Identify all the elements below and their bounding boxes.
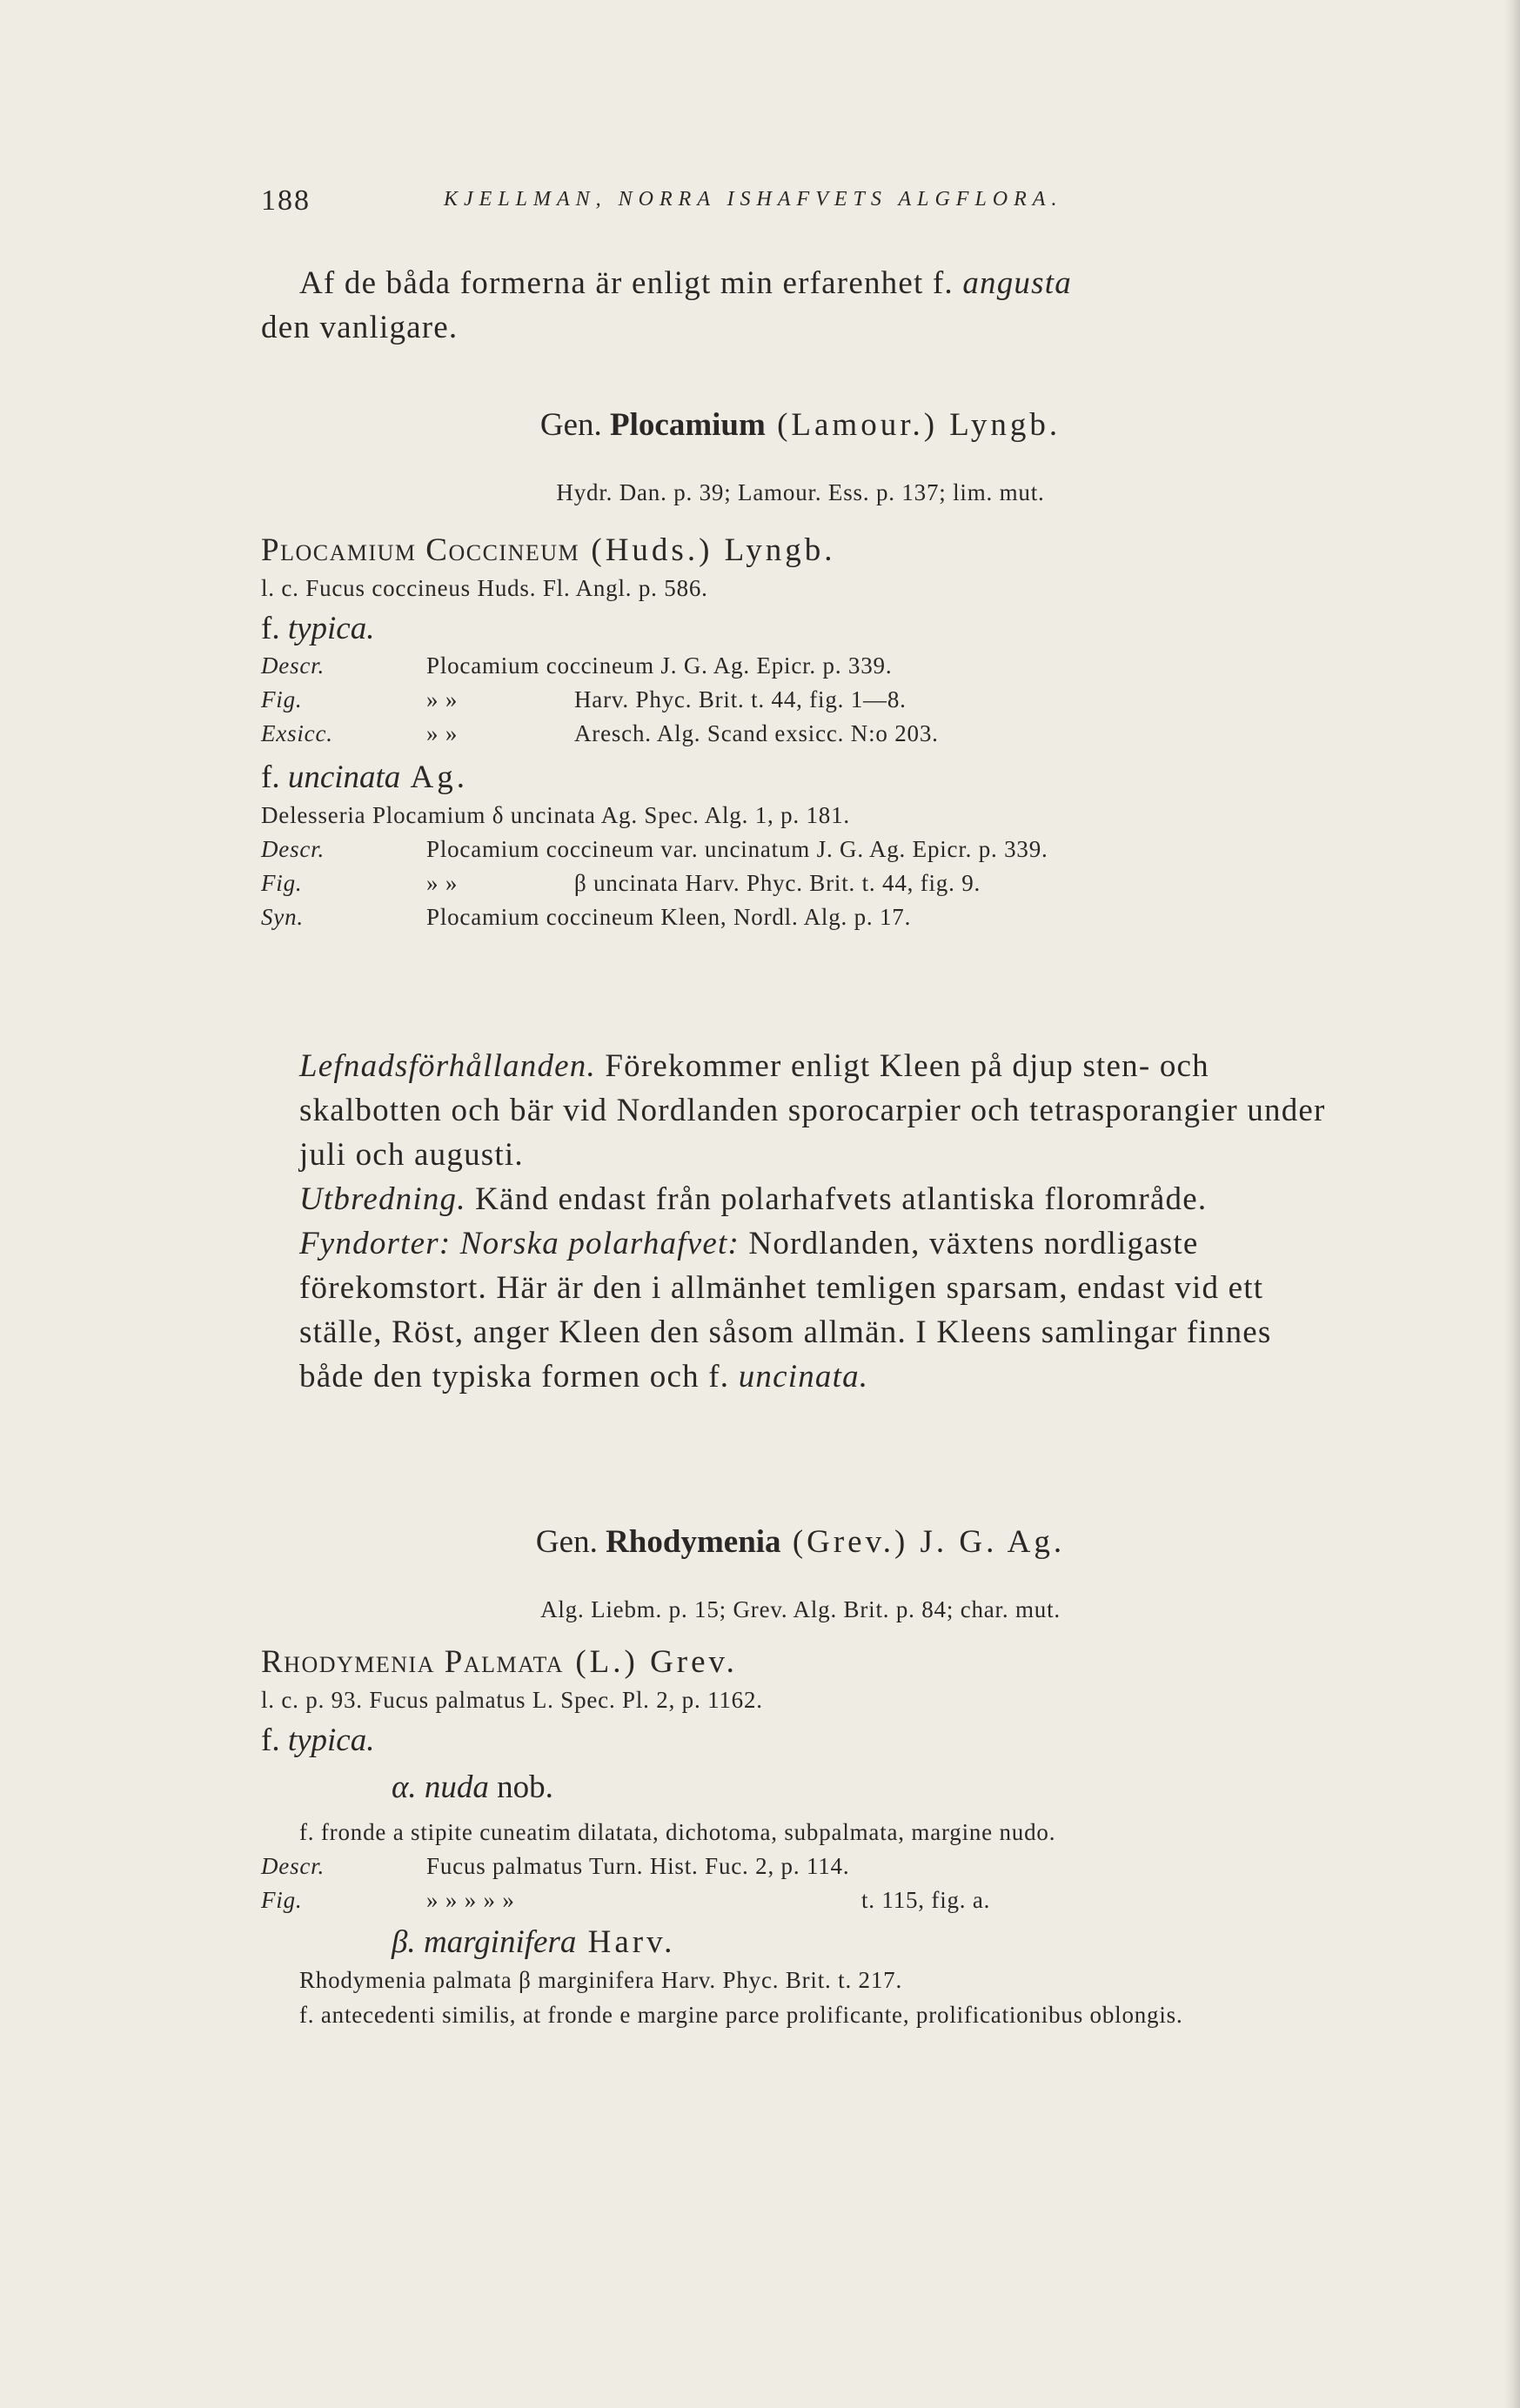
citation-row: Fig. » » β uncinata Harv. Phyc. Brit. t. 44, fig. 9. — [261, 870, 981, 896]
intro-paragraph: Af de båda formerna är enligt min erfarenhet f. angusta den vanligare. — [261, 261, 1340, 350]
running-header — [261, 184, 1207, 219]
genus-reference-plocamium: Hydr. Dan. p. 39; Lamour. Ess. p. 137; lim. mut. — [556, 479, 1045, 505]
beta-synonym: Rhodymenia palmata β marginifera Harv. Phyc. Brit. t. 217. — [299, 1967, 902, 1993]
distribution-paragraph: Utbredning. Känd endast från polarhafvets atlantiska florområde. — [299, 1181, 1208, 1217]
species-reference: l. c. Fucus coccineus Huds. Fl. Angl. p. 586. — [261, 575, 708, 601]
genus-heading-plocamium: Gen. Plocamium (Lamour.) Lyngb. — [539, 407, 1061, 443]
typica-citations — [261, 649, 1340, 751]
species-plocamium-coccineum: Plocamium Coccineum (Huds.) Lyngb. l. c. Fucus coccineus Huds. Fl. Angl. p. 586. f. typica. Descr. Plocamium coccineum J. G. Ag. Epicr. p. 339. Fig. » » Harv. Phyc. Brit. t. 44, fig. 1—8. Exsicc. » » Aresch. Alg. Scand exsicc. N:o 203. f. uncinata Ag. Delesseria Plocamium δ uncinata Ag. Spec. Alg. 1, p. 181. Descr. Plocamium coccineum var. uncinatum J. G. Ag. Epicr. p. 339. Fig. » » β uncinata Harv. Phyc. Brit. t. 44, fig. 9. Syn. Plocamium coccineum Kleen, Nordl. Alg. p. 17. — [261, 531, 1340, 934]
running-title: KJELLMAN, NORRA ISHAFVETS ALGFLORA. — [444, 188, 1063, 211]
intro-line2: den vanligare. — [261, 310, 459, 345]
citation-row: Syn. Plocamium coccineum Kleen, Nordl. Alg. p. 17. — [261, 904, 912, 930]
uncinata-synonym: Delesseria Plocamium δ uncinata Ag. Spec. Alg. 1, p. 181. — [261, 802, 850, 828]
alpha-description: f. fronde a stipite cuneatim dilatata, dichotoma, subpalmata, margine nudo. — [299, 1819, 1056, 1845]
citation-row: Exsicc. » » Aresch. Alg. Scand exsicc. N:o 203. — [261, 720, 939, 746]
page-number: 188 — [261, 184, 311, 217]
genus-heading-rhodymenia: Gen. Rhodymenia (Grev.) J. G. Ag. — [535, 1524, 1066, 1560]
citation-row: Descr. Plocamium coccineum var. uncinatum J. G. Ag. Epicr. p. 339. — [261, 836, 1048, 862]
citation-row: Fig. » » Harv. Phyc. Brit. t. 44, fig. 1—8. — [261, 686, 907, 712]
plocamium-notes — [261, 1044, 1340, 1399]
genus-reference-rhodymenia: Alg. Liebm. p. 15; Grev. Alg. Brit. p. 84; char. mut. — [540, 1596, 1061, 1622]
variety-beta: β. marginifera Harv. — [392, 1924, 676, 1960]
habitat-paragraph: Lefnadsförhållanden. Förekommer enligt Kleen på djup sten- och skalbotten och bär vid Nordlanden sporocarpier och tetrasporangier under juli och augusti. — [299, 1048, 1326, 1173]
citation-row: Descr. Fucus palmatus Turn. Hist. Fuc. 2, p. 114. — [261, 1853, 850, 1879]
localities-paragraph: Fyndorter: Norska polarhafvet: Nordlanden, växtens nordligaste förekomstort. Här är den i allmänhet temligen sparsam, endast vid ett ställe, Röst, anger Kleen den såsom allmän. I Kleens samlingar finnes både den typiska formen och f. uncinata. — [299, 1226, 1272, 1395]
citation-row: Fig. » » » » » t. 115, fig. a. — [261, 1887, 991, 1913]
uncinata-citations — [261, 833, 1340, 934]
page-edge-shadow — [1504, 0, 1520, 2408]
species-rhodymenia-palmata: Rhodymenia Palmata (L.) Grev. l. c. p. 93. Fucus palmatus L. Spec. Pl. 2, p. 1162. f. typica. α. nuda nob. f. fronde a stipite cuneatim dilatata, dichotoma, subpalmata, margine nudo. Descr. Fucus palmatus Turn. Hist. Fuc. 2, p. 114. Fig. » » » » » t. 115, fig. a. β. marginifera Harv. Rhodymenia palmata β marginifera Harv. Phyc. Brit. t. 217. f. antecedenti similis, at fronde e margine parce prolificante, prolificationibus oblongis. — [261, 1642, 1340, 2032]
citation-row: Descr. Plocamium coccineum J. G. Ag. Epicr. p. 339. — [261, 652, 893, 679]
variety-alpha: α. nuda nob. — [392, 1769, 553, 1805]
alpha-citations — [261, 1849, 1340, 1917]
beta-description: f. antecedenti similis, at fronde e margine parce prolificante, prolificationibus oblongis. — [299, 2002, 1183, 2028]
species-reference: l. c. p. 93. Fucus palmatus L. Spec. Pl. 2, p. 1162. — [261, 1687, 763, 1713]
